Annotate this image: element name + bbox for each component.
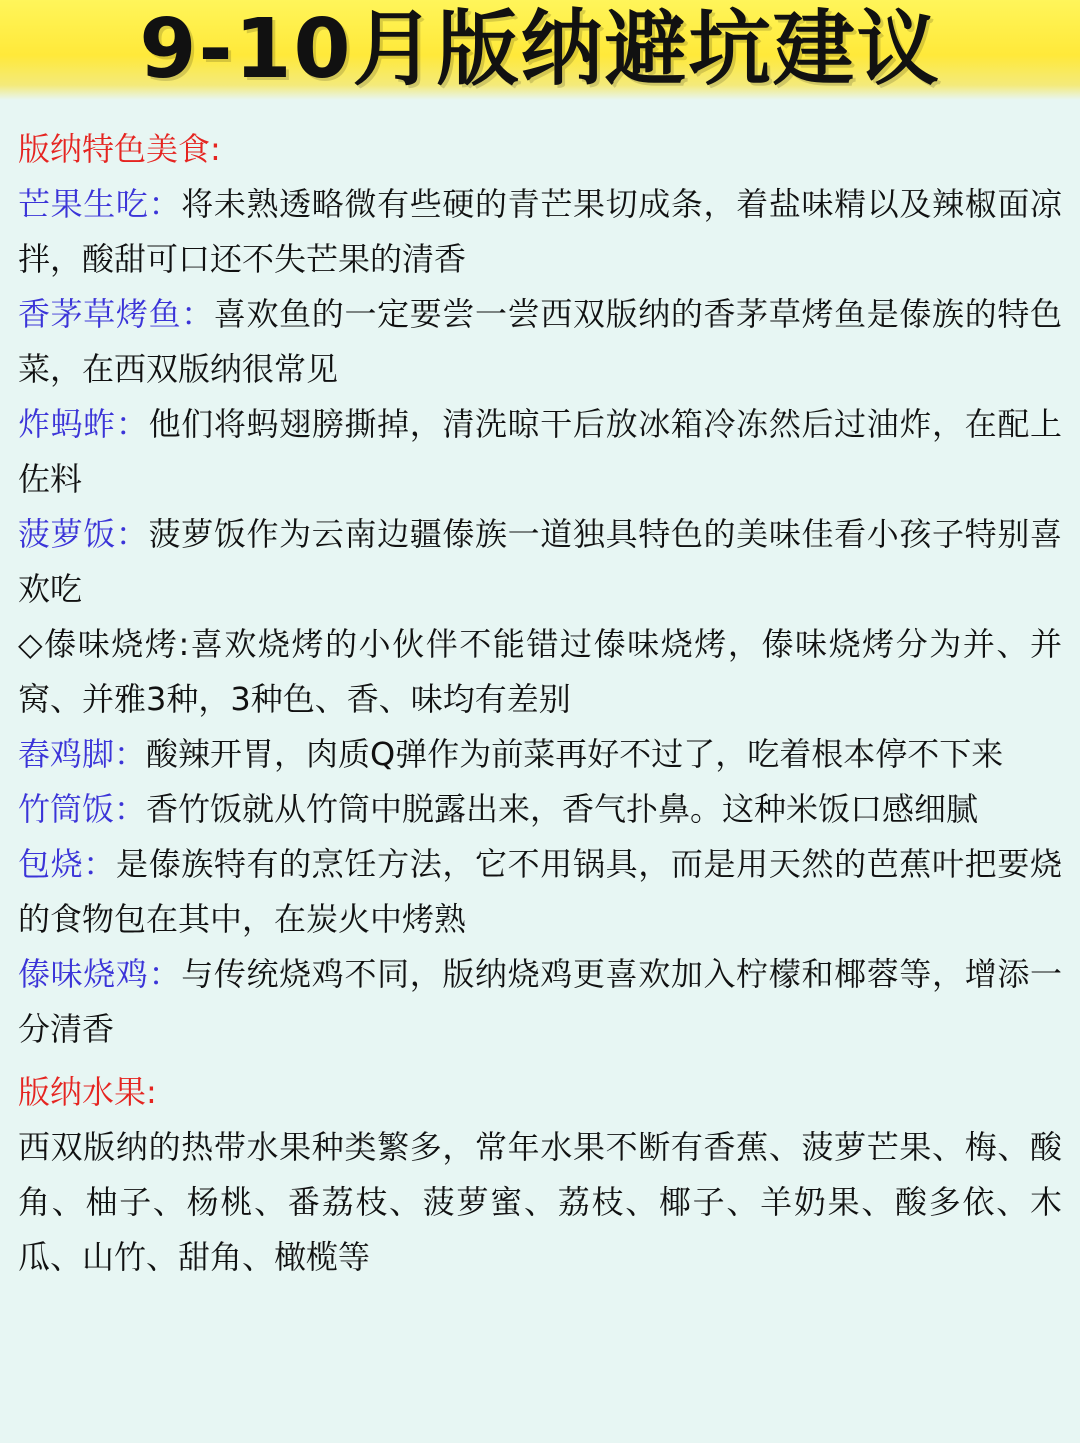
title-banner <box>0 0 1080 100</box>
food-description: 酸辣开胃，肉质Q弹作为前菜再好不过了，吃着根本停不下来 <box>146 735 1004 773</box>
food-name: 竹筒饭： <box>18 790 147 828</box>
food-name: 包烧： <box>18 845 116 883</box>
food-name: 傣味烧鸡： <box>18 955 182 993</box>
food-entry-lemongrass-fish <box>18 287 1062 397</box>
fruit-section-heading: 版纳水果: <box>18 1073 157 1111</box>
food-entry-pineapple-rice <box>18 507 1062 617</box>
food-section-heading: 版纳特色美食: <box>18 130 221 168</box>
food-description: 喜欢鱼的一定要尝一尝西双版纳的香茅草烤鱼是傣族的特色菜，在西双版纳很常见 <box>18 295 1062 388</box>
food-name: 芒果生吃： <box>18 185 182 223</box>
food-description: 与传统烧鸡不同，版纳烧鸡更喜欢加入柠檬和椰蓉等，增添一分清香 <box>18 955 1062 1048</box>
article-body <box>0 100 1080 1285</box>
food-entry-chicken-feet <box>18 727 1062 782</box>
food-description: 香竹饭就从竹筒中脱露出来，香气扑鼻。这种米饭口感细腻 <box>146 790 979 828</box>
page-title: 9-10月版纳避坑建议 <box>139 2 941 97</box>
food-name: 炸蚂蚱： <box>18 405 149 443</box>
fruit-description: 西双版纳的热带水果种类繁多，常年水果不断有香蕉、菠萝芒果、梅、酸角、柚子、杨桃、番荔枝、菠萝蜜、荔枝、椰子、羊奶果、酸多依、木瓜、山竹、甜角、橄榄等 <box>18 1128 1062 1276</box>
food-description: 菠萝饭作为云南边疆傣族一道独具特色的美味佳看小孩子特别喜欢吃 <box>18 515 1062 608</box>
food-entry-fried-grasshopper <box>18 397 1062 507</box>
food-entry-dai-bbq <box>18 617 1062 727</box>
food-entry-baoshao <box>18 837 1062 947</box>
food-entry-mango <box>18 177 1062 287</box>
food-name: 香茅草烤鱼： <box>18 295 214 333</box>
food-name: ◇傣味烧烤: <box>18 625 190 663</box>
food-entry-bamboo-rice <box>18 782 1062 837</box>
food-description: 是傣族特有的烹饪方法，它不用锅具，而是用天然的芭蕉叶把要烧的食物包在其中，在炭火中烤熟 <box>18 845 1062 938</box>
food-description: 他们将蚂翅膀撕掉，清洗晾干后放冰箱冷冻然后过油炸，在配上佐料 <box>18 405 1062 498</box>
food-entry-dai-chicken <box>18 947 1062 1057</box>
food-name: 舂鸡脚： <box>18 735 147 773</box>
food-description: 喜欢烧烤的小伙伴不能错过傣味烧烤，傣味烧烤分为并、并窝、并雅3种，3种色、香、味均有差别 <box>18 625 1062 718</box>
food-name: 菠萝饭： <box>18 515 149 553</box>
food-description: 将未熟透略微有些硬的青芒果切成条，着盐味精以及辣椒面凉拌，酸甜可口还不失芒果的清香 <box>18 185 1062 278</box>
